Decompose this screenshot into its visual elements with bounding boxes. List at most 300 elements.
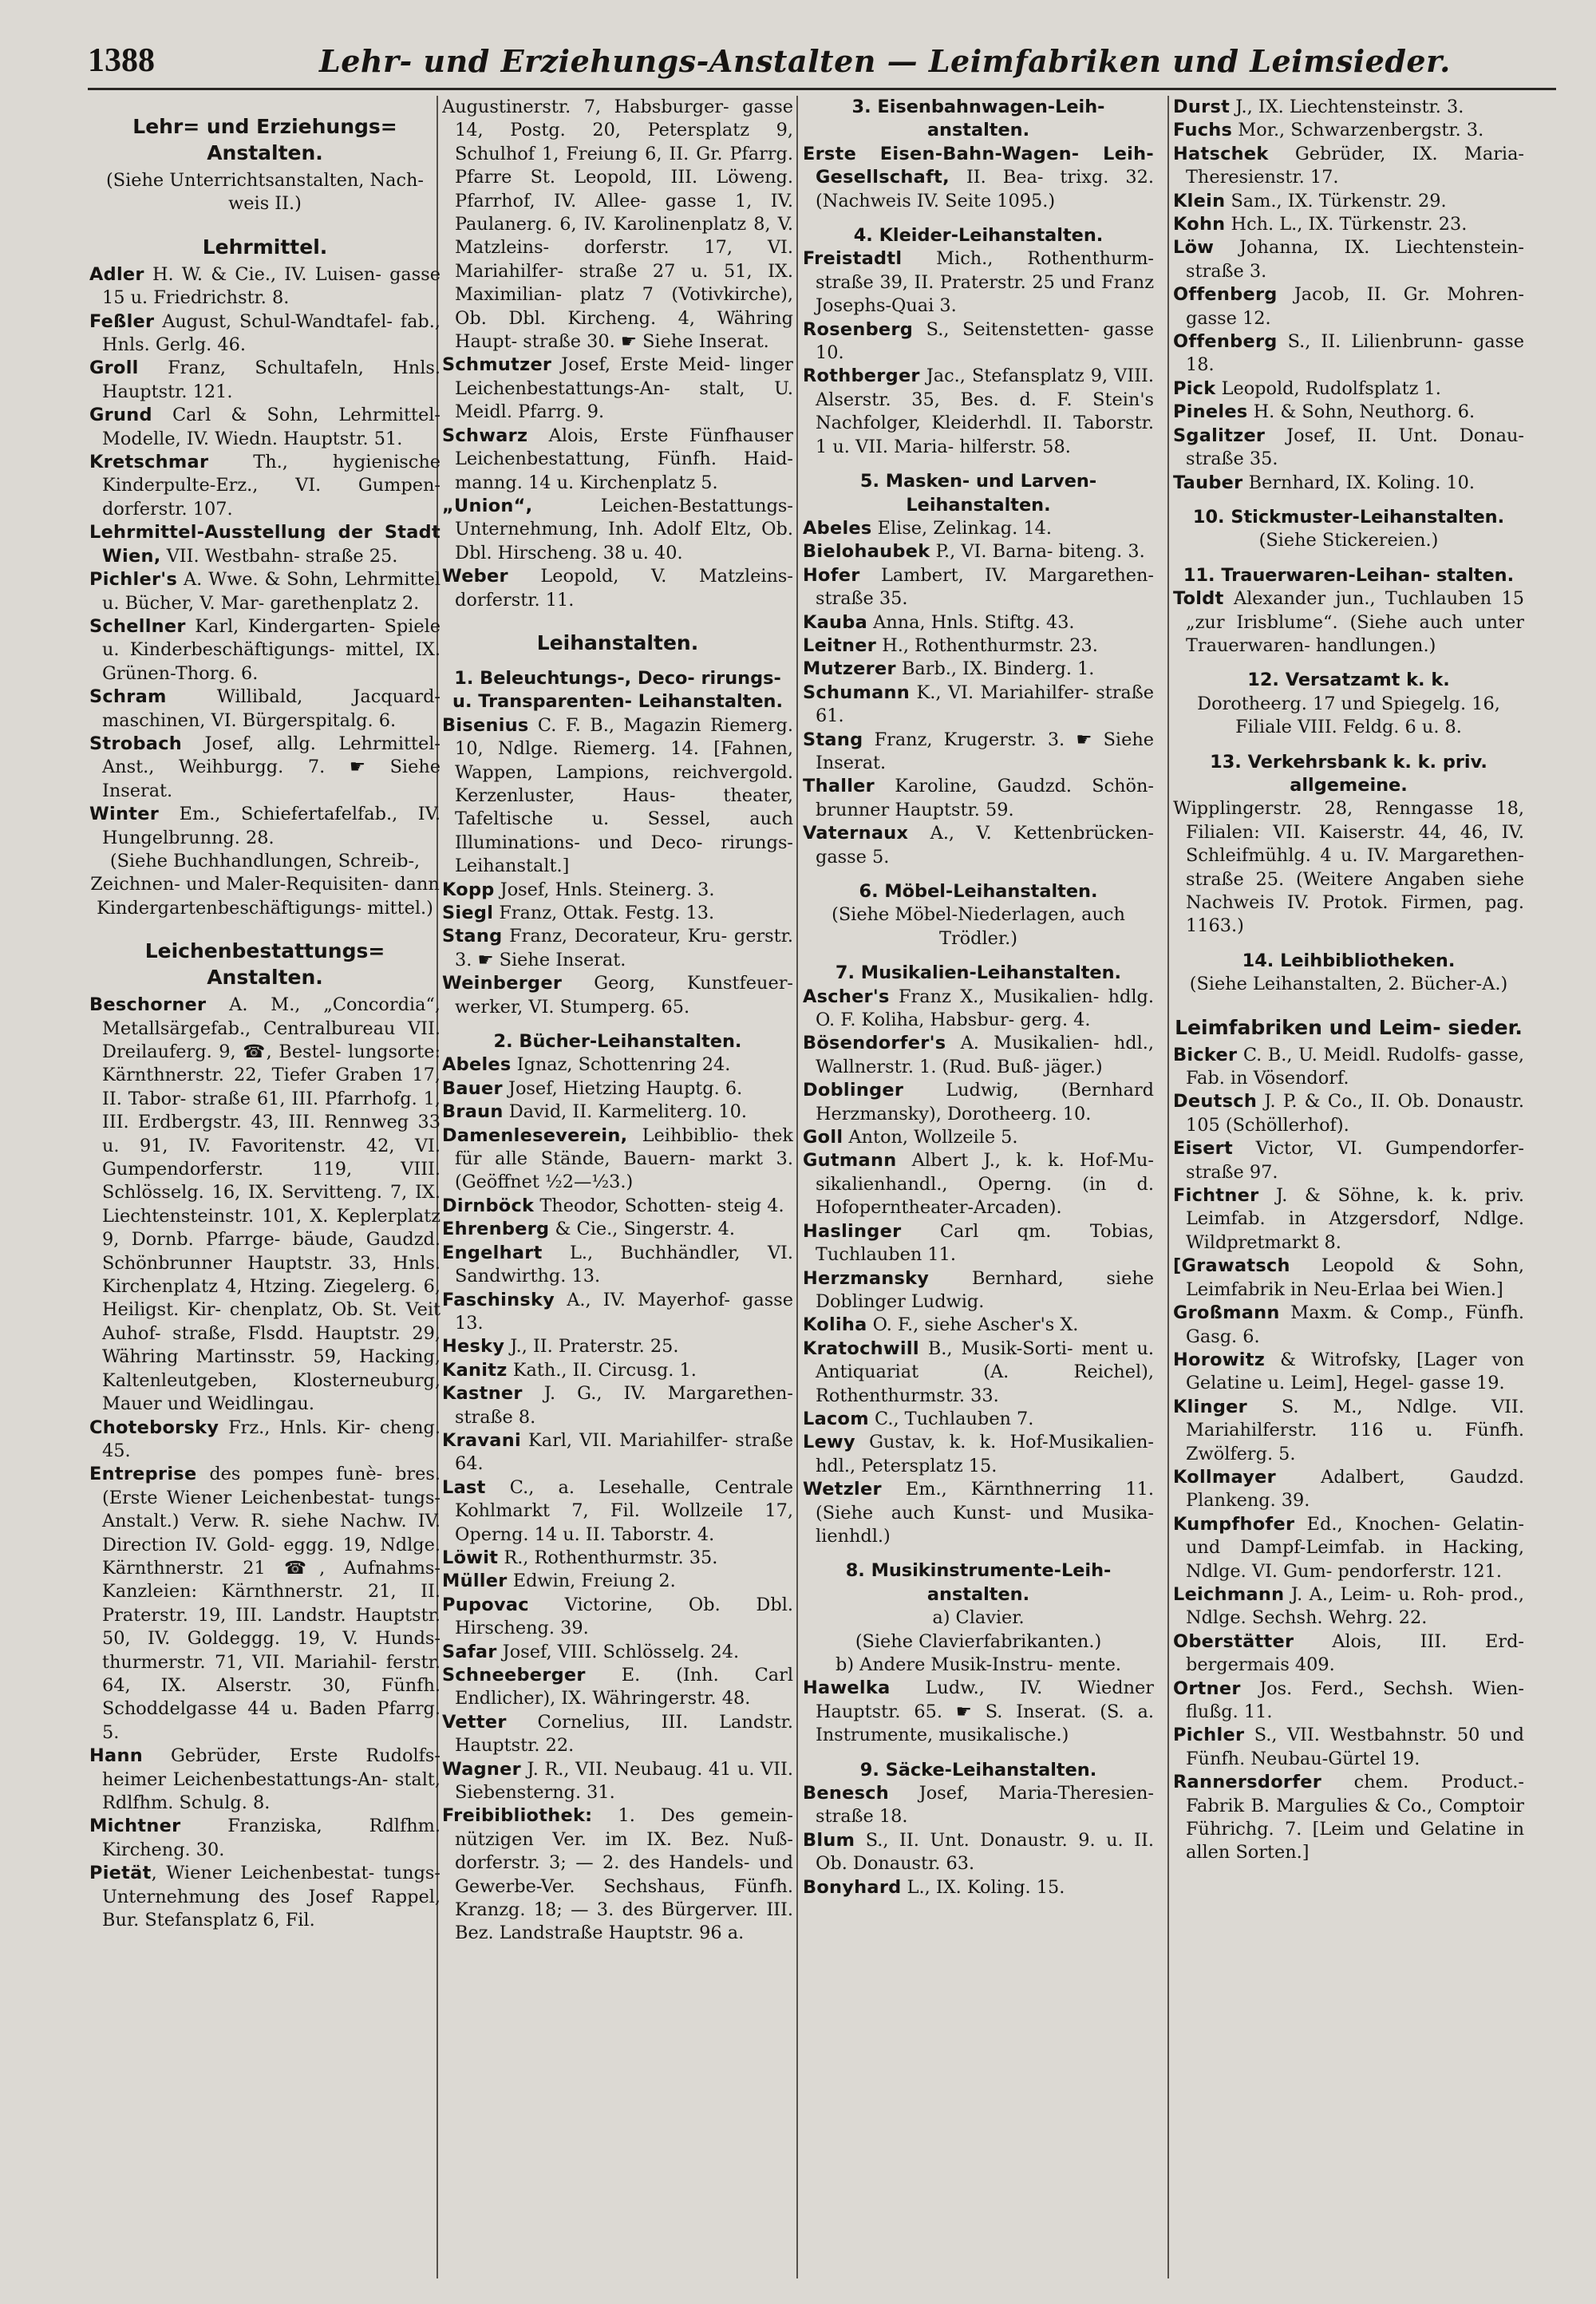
text-column-2 (442, 96, 793, 2286)
entry-name: Entreprise (89, 1464, 197, 1485)
entry-name: Damenleseverein, (442, 1124, 628, 1146)
directory-entry (1173, 143, 1524, 190)
entry-details: L., Buchhändler, VI. Sandwirthg. 13. (455, 1242, 793, 1287)
subsection-heading: 12. Versatzamt k. k. (1247, 670, 1450, 691)
entry-details: Frz., Hnls. Kir- cheng. 45. (102, 1417, 440, 1461)
entry-name: Weber (442, 566, 508, 587)
entry-name: Vetter (442, 1711, 507, 1733)
entry-details: C., Tuchlauben 7. (868, 1408, 1034, 1429)
entry-details: II. Bea- trixg. 32. (Nachweis IV. Seite 1095.) (816, 167, 1154, 211)
entry-details: S., II. Unt. Donaustr. 9. u. II. Ob. Donaustr. 63. (816, 1829, 1154, 1875)
directory-entry (89, 310, 440, 358)
subsection-heading: 8. Musikinstrumente-Leih- anstalten. (845, 1560, 1112, 1605)
entry-name: Offenberg (1173, 331, 1278, 353)
entry-details: Maxm. & Comp., Fünfh. Gasg. 6. (1186, 1302, 1524, 1347)
entry-name: Koliha (803, 1314, 867, 1336)
entry-name: Offenberg (1173, 284, 1278, 306)
directory-entry (89, 1463, 440, 1745)
entry-name: Bielohaubek (803, 541, 930, 563)
entry-name: Tauber (1173, 472, 1243, 493)
entry-name: Leichmann (1173, 1583, 1285, 1605)
directory-entry (442, 1195, 793, 1218)
entry-name: Durst (1173, 97, 1231, 117)
directory-entry (803, 517, 1154, 540)
directory-entry (803, 564, 1154, 611)
entry-details: Josef, VIII. Schlösselg. 24. (496, 1641, 740, 1662)
directory-entry (1173, 401, 1524, 424)
entry-name: Kanitz (442, 1359, 508, 1381)
directory-entry (1173, 1044, 1524, 1091)
entry-name: Kratochwill (803, 1338, 919, 1359)
entry-name: Doblinger (803, 1080, 904, 1101)
directory-entry (803, 822, 1154, 869)
cross-reference-note: a) Clavier. (932, 1607, 1025, 1629)
entry-name: Kohn (1173, 214, 1226, 235)
directory-entry (442, 879, 793, 902)
directory-entry (803, 365, 1154, 459)
entry-name: Gutmann (803, 1150, 897, 1172)
entry-details: Josef, allg. Lehrmittel- Anst., Weihburgg. 7. ☛ Siehe Inserat. (102, 733, 440, 801)
directory-entry (442, 1382, 793, 1429)
directory-entry (803, 247, 1154, 318)
directory-entry (442, 425, 793, 495)
entry-details: Jos. Ferd., Sechsh. Wien- flußg. 11. (1186, 1678, 1524, 1722)
directory-entry (1173, 330, 1524, 377)
entry-name: Safar (442, 1641, 497, 1662)
entry-details: O. F., siehe Ascher's X. (867, 1314, 1079, 1336)
page-header (88, 41, 1564, 89)
directory-entry (803, 1220, 1154, 1267)
entry-name: Kumpfhofer (1173, 1513, 1295, 1535)
entry-details: J. & Söhne, k. k. priv. Leimfab. in Atzgersdorf, Ndlge. Wildpretmarkt 8. (1186, 1185, 1524, 1253)
entry-details: Josef, Maria-Theresien- straße 18. (816, 1783, 1154, 1828)
entry-name: Pietät (89, 1863, 152, 1884)
entry-name: Feßler (89, 310, 155, 332)
directory-entry (1173, 1184, 1524, 1255)
directory-entry (89, 686, 440, 733)
entry-details: Th., hygienische Kinderpulte-Erz., VI. Gumpen- dorferstr. 107. (102, 452, 440, 520)
entry-name: Rothberger (803, 366, 920, 387)
directory-entry (803, 1782, 1154, 1829)
entry-details: H. & Sohn, Neuthorg. 6. (1247, 401, 1476, 423)
entry-details: Alexander jun., Tuchlauben 15 „zur Irisblume“. (Siehe auch unter Trauerwaren- handlungen.) (1186, 588, 1524, 656)
entry-name: Kretschmar (89, 452, 209, 473)
entry-details: Edwin, Freiung 2. (507, 1571, 676, 1592)
directory-entry (1173, 1678, 1524, 1725)
directory-entry (803, 1478, 1154, 1548)
subsection-heading: 6. Möbel-Leihanstalten. (859, 881, 1098, 902)
entry-details: S., Seitenstetten- gasse 10. (816, 318, 1154, 364)
entry-details: Augustinerstr. 7, Habsburger- gasse 14, Postg. 20, Petersplatz 9, Schulhof 1, Freiung 6, II. Gr. Pfarrg. Pfarre St. Leopold, III. Löweng. Pfarrhof, IV. Allee- gasse 1, IV. Paulanerg. 6, IV. Karolinenplatz 8, V. Matzleins- dorferstr. 17, VI. Mariahilfer- straße 27 u. 51, IX. Maximilian- platz 7 (Votivkirche), Ob. Dbl. Kircheng. 4, Währing Haupt- straße 30. ☛ Siehe Inserat. (442, 97, 793, 353)
entry-details: K., VI. Mariahilfer- straße 61. (816, 682, 1154, 727)
entry-details: Hch. L., IX. Türkenstr. 23. (1225, 214, 1468, 235)
directory-entry (1173, 236, 1524, 283)
entry-details: Leopold, Rudolfsplatz 1. (1215, 377, 1441, 399)
entry-details: Josef, Hnls. Steinerg. 3. (494, 879, 715, 900)
entry-details: 1. Des gemein- nützigen Ver. im IX. Bez. Nuß- dorferstr. 3; — 2. des Handels- und Gewerbe-Ver. Sechshaus, Fünfh. Kranzg. 18; — 3. des Bürgerver. III. Bez. Landstraße Hauptstr. 96 a. (455, 1805, 793, 1944)
entry-details: S., II. Lilienbrunn- gasse 18. (1186, 331, 1524, 376)
directory-entry (442, 1804, 793, 1945)
directory-entry (442, 925, 793, 972)
entry-name: Thaller (803, 776, 875, 797)
directory-entry (1173, 96, 1524, 119)
entry-details: Ignaz, Schottenring 24. (511, 1054, 731, 1076)
directory-entry (442, 1711, 793, 1758)
entry-name: Kravani (442, 1429, 521, 1451)
subsection-heading: 3. Eisenbahnwagen-Leih- anstalten. (851, 97, 1105, 141)
entry-name: Schwarz (442, 425, 528, 446)
directory-entry (1173, 1771, 1524, 1865)
entry-details: Albert J., k. k. Hof-Mu- sikalienhandl., Operng. (in d. Hofoperntheater-Arcaden). (816, 1150, 1154, 1219)
entry-details: L., IX. Koling. 15. (901, 1876, 1065, 1898)
entry-name: „Union“, (442, 495, 533, 516)
entry-details: Victorine, Ob. Dbl. Hirscheng. 39. (455, 1594, 793, 1639)
subsection-heading: 9. Säcke-Leihanstalten. (859, 1759, 1097, 1780)
directory-entry (1173, 587, 1524, 658)
entry-details: J. A., Leim- u. Roh- prod., Ndlge. Sechsh. Wehrg. 22. (1186, 1583, 1524, 1629)
entry-name: Klein (1173, 190, 1226, 211)
entry-name: Bisenius (442, 714, 529, 736)
entry-details: Franz, Decorateur, Kru- gerstr. 3. ☛ Siehe Inserat. (455, 926, 793, 970)
entry-name: Sgalitzer (1173, 425, 1266, 446)
text-column-4 (1173, 96, 1524, 2286)
entry-details: Ed., Knochen- Gelatin- und Dampf-Leimfab. in Hacking, Ndlge. VI. Gum- pendorferstr. 121. (1186, 1513, 1524, 1582)
entry-details: Franz, Ottak. Festg. 13. (493, 903, 715, 923)
entry-details: Josef, Erste Meid- linger Leichenbestattungs-An- stalt, U. Meidl. Pfarrg. 9. (455, 354, 793, 423)
entry-name: Erste Eisen-Bahn-Wagen- Leih-Gesellschaft, (803, 143, 1154, 188)
directory-entry (803, 1677, 1154, 1747)
entry-details: Bernhard, IX. Koling. 10. (1242, 472, 1476, 493)
entry-details: R., Rothenthurmstr. 35. (498, 1547, 718, 1568)
entry-name: Stang (442, 926, 503, 947)
entry-details: C., a. Lesehalle, Centrale Kohlmarkt 7, Fil. Wollzeile 17, Operng. 14 u. II. Taborstr. 4. (455, 1476, 793, 1545)
entry-name: Choteborsky (89, 1417, 219, 1438)
directory-entry (803, 634, 1154, 658)
section-heading: Lehrmittel. (202, 235, 328, 259)
entry-details: Josef, Hietzing Hauptg. 6. (502, 1077, 743, 1099)
entry-name: Kopp (442, 879, 495, 900)
entry-details: Jacob, II. Gr. Mohren- gasse 12. (1186, 284, 1524, 329)
entry-details: & Witrofsky, [Lager von Gelatine u. Leim], Hegel- gasse 19. (1186, 1349, 1524, 1394)
entry-details: Franz X., Musikalien- hdlg. O. F. Koliha, Habsbur- gerg. 4. (816, 986, 1154, 1031)
directory-entry (89, 1815, 440, 1862)
entry-details: Mich., Rothenthurm- straße 39, II. Praterstr. 25 und Franz Josephs-Quai 3. (816, 248, 1154, 317)
entry-details: B., Musik-Sorti- ment u. Antiquariat (A. Reichel), Rothenthurmstr. 33. (816, 1338, 1154, 1406)
entry-details: Mor., Schwarzenbergstr. 3. (1232, 120, 1484, 141)
entry-name: Benesch (803, 1783, 890, 1804)
entry-details: A. Wwe. & Sohn, Lehrmittel u. Bücher, V. Mar- garethenplatz 2. (102, 569, 440, 614)
directory-entry (803, 318, 1154, 366)
directory-entry (1173, 425, 1524, 472)
entry-name: Ascher's (803, 986, 890, 1007)
cross-reference-note: Dorotheerg. 17 und Spiegelg. 16, Filiale VIII. Feldg. 6 u. 8. (1197, 693, 1500, 738)
entry-name: Michtner (89, 1816, 181, 1837)
entry-details: Franz, Krugerstr. 3. ☛ Siehe Inserat. (816, 729, 1154, 773)
entry-details: des pompes funè- bres. (Erste Wiener Leichenbestat- tungs-Anstalt.) Verw. R. siehe Nachw. IV. Direction IV. Gold- eggg. 19, Ndlge. Kärnthnerstr. 21 ☎, Aufnahms-Kanzleien: Kärnthnerstr. 21, II. Praterstr. 19, III. Landstr. Hauptstr. 50, IV. Goldeggg. 19, V. Hunds- thurmerstr. 71, VII. Mariahil- ferstr. 64, IX. Alserstr. 30, Fünfh. Schoddelgasse 44 u. Baden Pfarrg. 5. (102, 1464, 440, 1743)
entry-name: Winter (89, 804, 160, 825)
entry-name: Kollmayer (1173, 1466, 1276, 1488)
directory-entry (442, 1053, 793, 1077)
entry-details: Anna, Hnls. Stiftg. 43. (867, 611, 1075, 633)
entry-name: Lewy (803, 1432, 855, 1453)
entry-details: Karoline, Gaudzd. Schön- brunner Hauptstr. 59. (816, 776, 1154, 820)
entry-name: Rannersdorfer (1173, 1772, 1322, 1793)
entry-details: , Wiener Leichenbestat- tungs-Unternehmung des Josef Rappel, Bur. Stefansplatz 6, Fil. (102, 1863, 440, 1931)
entry-details: Adalbert, Gaudzd. Plankeng. 39. (1186, 1466, 1524, 1512)
entry-name: Bonyhard (803, 1876, 902, 1898)
entry-details: Leopold & Sohn, Leimfabrik in Neu-Erlaa bei Wien.] (1186, 1255, 1524, 1300)
subsection-heading: 7. Musikalien-Leihanstalten. (835, 962, 1122, 984)
directory-entry (1173, 472, 1524, 495)
entry-details: Sam., IX. Türkenstr. 29. (1225, 190, 1447, 211)
directory-entry (442, 1641, 793, 1664)
directory-entry (1173, 1466, 1524, 1513)
directory-entry (442, 354, 793, 424)
entry-name: Last (442, 1476, 486, 1498)
entry-name: Blum (803, 1829, 855, 1851)
subsection-heading: 5. Masken- und Larven- Leihanstalten. (859, 471, 1097, 516)
entry-name: Abeles (442, 1054, 512, 1076)
entry-name: Fuchs (1173, 120, 1233, 141)
section-heading: Leimfabriken und Leim- sieder. (1175, 1015, 1523, 1039)
directory-entry (803, 1408, 1154, 1431)
directory-entry (803, 611, 1154, 634)
entry-name: Ortner (1173, 1678, 1241, 1699)
entry-details: & Cie., Singerstr. 4. (549, 1219, 735, 1240)
entry-name: Hawelka (803, 1678, 891, 1699)
cross-reference-note: b) Andere Musik-Instru- mente. (836, 1654, 1121, 1675)
running-title: Lehr- und Erziehungs-Anstalten — Leimfabriken und Leimsieder. (319, 43, 1451, 79)
section-heading: Lehr= und Erziehungs= Anstalten. (132, 115, 397, 164)
directory-entry (89, 803, 440, 850)
entry-details: Gebrüder, IX. Maria- Theresienstr. 17. (1186, 143, 1524, 188)
directory-entry (1173, 190, 1524, 213)
entry-name: Stang (803, 729, 863, 750)
entry-details: Victor, VI. Gumpendorfer- straße 97. (1186, 1138, 1524, 1183)
entry-name: Schumann (803, 682, 910, 703)
text-column-1 (89, 96, 440, 2286)
entry-details: A., V. Kettenbrücken- gasse 5. (816, 823, 1154, 867)
entry-name: Hatschek (1173, 143, 1269, 164)
entry-details: A. M., „Concordia“, Metallsärgefab., Centralbureau VII. Dreilauferg. 9, ☎, Bestel- lungsorte: Kärnthnerstr. 22, Tiefer Graben 17, II. Tabor- straße 61, III. Pfarrhofg. 1, III. Erdbergstr. 43, III. Rennweg 33 u. 91, IV. Favoritenstr. 42, VI. Gumpendorferstr. 119, VIII. Schlösselg. 16, IX. Servitteng. 7, IX. Liechtensteinstr. 101, X. Keplerplatz 9, Dornb. Pfarrge- bäude, Gaudzd. Schönbrunner Hauptstr. 33, Hnls. Kirchenplatz 4, Htzing. Ziegelerg. 6, Heiligst. Kir- chenplatz, Ob. St. Veit Auhof- straße, Flsdd. Hauptstr. 29, Währing Martinsstr. 59, Hacking, Kaltenleutgeben, Klosterneuburg, Mauer und Weidlingau. (102, 994, 440, 1415)
entry-details: Gustav, k. k. Hof-Musikalien- hdl., Petersplatz 15. (816, 1432, 1154, 1476)
entry-name: Toldt (1173, 588, 1224, 610)
directory-entry (442, 565, 793, 612)
directory-entry (442, 1429, 793, 1476)
directory-entry (1173, 1349, 1524, 1396)
directory-entry (803, 1314, 1154, 1337)
entry-name: Hofer (803, 564, 860, 586)
directory-entry (1173, 1090, 1524, 1137)
entry-name: Schmutzer (442, 354, 552, 376)
entry-details: J. R., VII. Neubaug. 41 u. VII. Siebensterng. 31. (455, 1758, 793, 1804)
entry-name: Müller (442, 1571, 508, 1592)
entry-name: Groll (89, 358, 139, 379)
entry-details: Josef, II. Unt. Donau- straße 35. (1186, 425, 1524, 470)
entry-details: Georg, Kunstfeuer- werker, VI. Stumperg. 65. (455, 973, 793, 1018)
entry-name: Herzmansky (803, 1267, 930, 1289)
directory-entry (803, 540, 1154, 563)
entry-name: Kastner (442, 1383, 523, 1405)
entry-details: J., II. Praterstr. 25. (504, 1336, 679, 1358)
directory-entry (1173, 1583, 1524, 1630)
directory-entry (803, 658, 1154, 681)
entry-name: Wetzler (803, 1479, 882, 1500)
directory-entry (442, 1359, 793, 1382)
cross-reference-note: (Siehe Stickereien.) (1258, 530, 1439, 551)
entry-name: Hesky (442, 1336, 505, 1358)
entry-name: Löw (1173, 237, 1215, 259)
directory-entry (803, 1829, 1154, 1876)
entry-details: Carl & Sohn, Lehrmittel- Modelle, IV. Wiedn. Hauptstr. 51. (102, 405, 440, 449)
entry-details: Bernhard, siehe Doblinger Ludwig. (816, 1267, 1154, 1312)
cross-reference-note: (Siehe Unterrichtsanstalten, Nach- weis II.) (106, 170, 424, 215)
directory-entry (1173, 1255, 1524, 1302)
entry-details: Elise, Zelinkag. 14. (871, 517, 1052, 539)
section-heading: Leichenbestattungs= Anstalten. (144, 939, 385, 990)
entry-name: [Grawatsch (1173, 1255, 1290, 1277)
entry-name: Fichtner (1173, 1185, 1259, 1207)
directory-entry (89, 263, 440, 310)
directory-entry (803, 1876, 1154, 1899)
entry-details: Lambert, IV. Margarethen- straße 35. (816, 564, 1154, 610)
entry-name: Vaternaux (803, 823, 909, 844)
directory-entry (442, 96, 793, 354)
entry-name: Ehrenberg (442, 1219, 550, 1240)
entry-details: H., Rothenthurmstr. 23. (876, 634, 1098, 656)
directory-entry (89, 521, 440, 568)
directory-entry (89, 357, 440, 404)
directory-entry (442, 1218, 793, 1241)
entry-details: J., IX. Liechtensteinstr. 3. (1230, 97, 1464, 117)
subsection-heading: 4. Kleider-Leihanstalten. (853, 225, 1104, 247)
entry-name: Lehrmittel-Ausstellung der Stadt Wien, (89, 522, 440, 567)
directory-entry (803, 1338, 1154, 1408)
entry-name: Freibibliothek: (442, 1805, 593, 1827)
entry-details: Leihbiblio- thek für alle Stände, Bauern- markt 3. (Geöffnet ½2—½3.) (455, 1124, 793, 1193)
entry-name: Braun (442, 1101, 504, 1123)
column-divider (1167, 96, 1169, 2278)
directory-entry (442, 1289, 793, 1336)
entry-name: Goll (803, 1127, 843, 1148)
entry-details: Ludwig, (Bernhard Herzmansky), Dorotheerg. 10. (816, 1080, 1154, 1124)
page-number: 1388 (88, 42, 155, 79)
entry-details: Alois, III. Erd- bergermais 409. (1186, 1630, 1524, 1676)
entry-details: Kath., II. Circusg. 1. (507, 1359, 697, 1381)
entry-name: Dirnböck (442, 1195, 535, 1216)
entry-details: Franz, Schultafeln, Hnls. Hauptstr. 121. (102, 358, 440, 402)
entry-name: Faschinsky (442, 1289, 555, 1310)
directory-entry (1173, 1137, 1524, 1184)
directory-entry (89, 615, 440, 686)
directory-entry (803, 143, 1154, 213)
directory-entry (803, 986, 1154, 1033)
subsection-heading: 1. Beleuchtungs-, Deco- rirungs- u. Transparenten- Leihanstalten. (452, 667, 783, 713)
entry-details: Cornelius, III. Landstr. Hauptstr. 22. (455, 1711, 793, 1757)
directory-entry (442, 1664, 793, 1711)
entry-details: Gebrüder, Erste Rudolfs- heimer Leichenbestattungs-An- stalt, Rdlfhm. Schulg. 8. (102, 1745, 440, 1813)
directory-entry (89, 994, 440, 1416)
entry-name: Pichler (1173, 1725, 1245, 1746)
entry-details: chem. Product.- Fabrik B. Margulies & Co., Comptoir Führichg. 7. [Leim und Gelatine in allen Sorten.] (1186, 1772, 1524, 1863)
entry-details: Em., Schiefertafelfab., IV. Hungelbrunng. 28. (102, 804, 440, 848)
entry-name: Strobach (89, 733, 183, 754)
entry-details: Karl, Kindergarten- Spiele u. Kinderbeschäftigungs- mittel, IX. Grünen-Thorg. 6. (102, 615, 440, 684)
cross-reference-note: (Siehe Möbel-Niederlagen, auch Trödler.) (832, 904, 1125, 949)
entry-name: Mutzerer (803, 658, 896, 680)
entry-name: Bösendorfer's (803, 1033, 946, 1054)
entry-name: Bauer (442, 1077, 503, 1099)
entry-details: Leichen-Bestattungs- Unternehmung, Inh. Adolf Eltz, Ob. Dbl. Hirscheng. 38 u. 40. (455, 495, 793, 563)
directory-entry (442, 1594, 793, 1641)
entry-details: S., VII. Westbahnstr. 50 und Fünfh. Neubau-Gürtel 19. (1186, 1725, 1524, 1769)
directory-entry (442, 1758, 793, 1805)
directory-entry (89, 404, 440, 451)
subsection-heading: 14. Leihbibliotheken. (1242, 950, 1456, 971)
directory-entry (442, 1242, 793, 1289)
directory-entry (442, 902, 793, 925)
entry-details: C. B., U. Meidl. Rudolfs- gasse, Fab. in Vösendorf. (1186, 1044, 1524, 1089)
cross-reference-note: (Siehe Leihanstalten, 2. Bücher-A.) (1189, 974, 1508, 995)
cross-reference-note: (Siehe Clavierfabrikanten.) (855, 1630, 1102, 1652)
directory-entry (803, 775, 1154, 822)
directory-entry (1173, 213, 1524, 236)
directory-entry (89, 568, 440, 615)
directory-entry (89, 733, 440, 803)
entry-name: Pichler's (89, 569, 178, 591)
entry-details: A., IV. Mayerhof- gasse 13. (455, 1289, 793, 1334)
entry-name: Haslinger (803, 1220, 902, 1242)
directory-entry (1173, 1396, 1524, 1466)
entry-details: Carl qm. Tobias, Tuchlauben 11. (816, 1220, 1154, 1266)
entry-details: Barb., IX. Binderg. 1. (895, 658, 1095, 680)
directory-entry (442, 1570, 793, 1593)
entry-details: Jac., Stefansplatz 9, VIII. Alserstr. 35, Bes. d. F. Stein's Nachfolger, Kleiderhdl. II. Taborstr. 1 u. VII. Maria- hilferstr. 58. (816, 366, 1154, 457)
directory-entry (89, 1862, 440, 1932)
entry-name: Abeles (803, 517, 872, 539)
entry-name: Beschorner (89, 994, 207, 1016)
entry-details: August, Schul-Wandtafel- fab., Hnls. Gerlg. 46. (102, 310, 440, 356)
entry-details: H. W. & Cie., IV. Luisen- gasse 15 u. Friedrichstr. 8. (102, 263, 440, 309)
entry-name: Schellner (89, 615, 186, 637)
entry-details: David, II. Karmeliterg. 10. (503, 1101, 748, 1123)
directory-entry (1173, 1630, 1524, 1678)
directory-entry (89, 1745, 440, 1815)
entry-details: Johanna, IX. Liechtenstein- straße 3. (1186, 237, 1524, 282)
entry-name: Rosenberg (803, 318, 914, 340)
directory-entry (803, 1267, 1154, 1314)
entry-name: Grund (89, 405, 152, 426)
entry-name: Schram (89, 686, 167, 708)
directory-entry (89, 451, 440, 521)
entry-name: Schneeberger (442, 1665, 586, 1686)
entry-name: Eisert (1173, 1138, 1234, 1160)
directory-entry (442, 1077, 793, 1101)
entry-name: Engelhart (442, 1242, 543, 1263)
subsection-heading: 2. Bücher-Leihanstalten. (493, 1031, 742, 1053)
entry-details: P., VI. Barna- biteng. 3. (930, 541, 1145, 563)
subsection-heading: 13. Verkehrsbank k. k. priv. allgemeine. (1210, 751, 1487, 796)
entry-details: S. M., Ndlge. VII. Mariahilferstr. 116 u. Fünfh. Zwölferg. 5. (1186, 1396, 1524, 1464)
entry-name: Adler (89, 263, 144, 285)
entry-details: Em., Kärnthnerring 11. (Siehe auch Kunst- und Musika- lienhdl.) (816, 1479, 1154, 1547)
directory-entry (442, 972, 793, 1019)
directory-entry (442, 1101, 793, 1124)
entry-name: Freistadtl (803, 248, 903, 270)
entry-details: Willibald, Jacquard- maschinen, VI. Bürgerspitalg. 6. (102, 686, 440, 731)
entry-name: Oberstätter (1173, 1630, 1294, 1652)
directory-entry (1173, 377, 1524, 401)
